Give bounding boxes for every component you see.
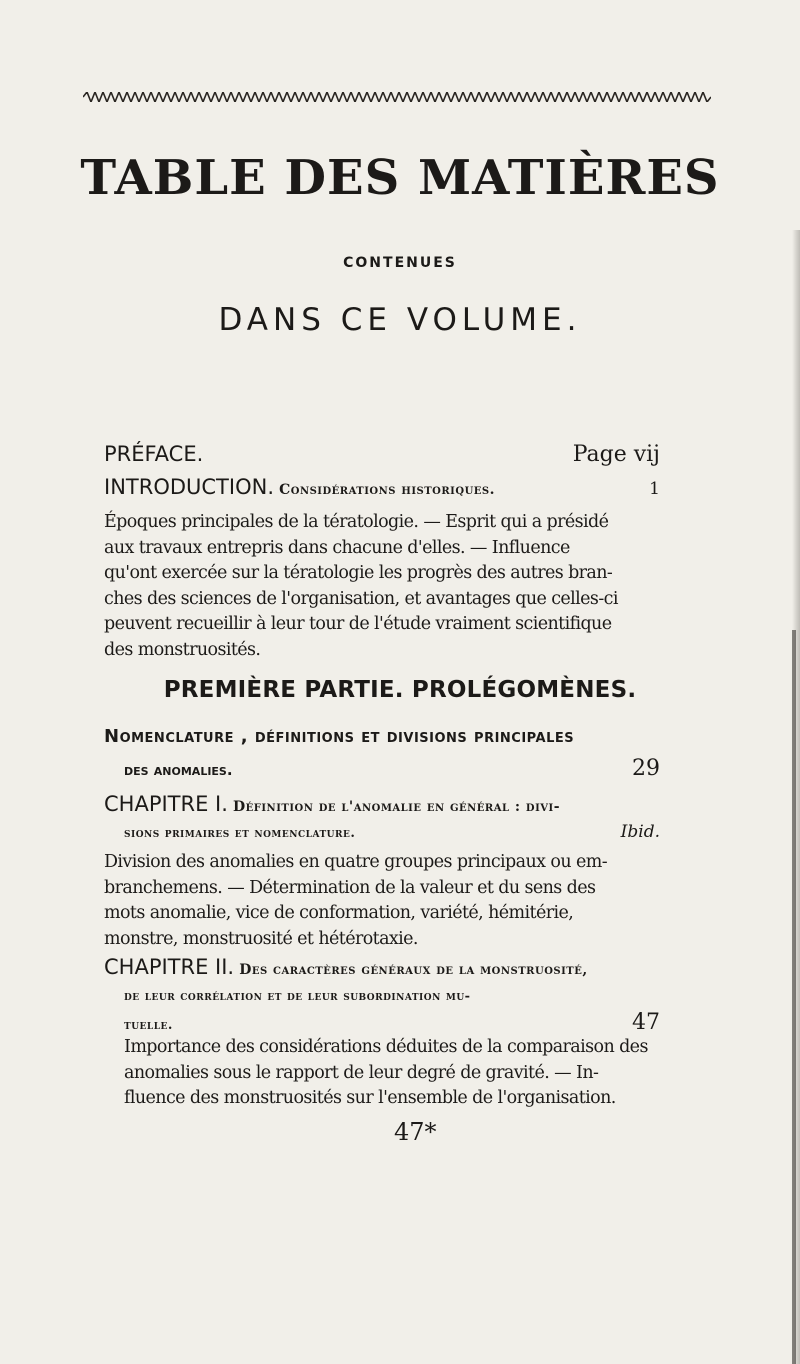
chapter2-page: 47 — [632, 1010, 660, 1035]
text-line: anomalies sous le rapport de leur degré de gravité. — In- — [124, 1062, 599, 1083]
text-line: aux travaux entrepris dans chacune d'elles. — Influence — [104, 537, 570, 558]
nomenclature-label: Nomenclature , définitions et divisions principales — [104, 726, 575, 747]
introduction-page: 1 — [649, 479, 660, 499]
nomenclature-label-cont: des anomalies. — [124, 761, 233, 779]
text-line: qu'ont exercée sur la tératologie les progrès des autres bran- — [104, 563, 613, 584]
part-one-heading: PREMIÈRE PARTIE. PROLÉGOMÈNES. — [163, 677, 637, 703]
text-line: des monstruosités. — [104, 639, 261, 660]
chapter1-entry — [104, 792, 664, 816]
chapter2-entry — [104, 955, 664, 979]
text-line: monstre, monstruosité et hétérotaxie. — [104, 928, 418, 949]
preface-label: PRÉFACE. — [104, 442, 204, 466]
text-line: Époques principales de la tératologie. — Esprit qui a présidé — [104, 512, 609, 532]
chapter2-label: CHAPITRE II. — [104, 955, 235, 979]
nomenclature-entry — [104, 726, 664, 747]
preface-entry — [104, 442, 660, 467]
decorative-border-ornament — [83, 92, 711, 102]
text-line: ches des sciences de l'organisation, et avantages que celles-ci — [104, 588, 618, 609]
preface-page: Page vij — [572, 442, 660, 467]
introduction-entry — [104, 475, 660, 499]
chapter1-title: Définition de l'anomalie en général : divi- — [233, 799, 561, 815]
chapter1-page: Ibid. — [620, 822, 660, 842]
chapter1-description — [104, 850, 656, 952]
nomenclature-page: 29 — [632, 756, 660, 781]
page-title: TABLE DES MATIÈRES — [80, 150, 720, 206]
footer-number: 47* — [394, 1118, 437, 1146]
text-line: fluence des monstruosités sur l'ensemble de l'organisation. — [124, 1088, 616, 1109]
chapter2-title-cont2: tuelle. — [124, 1018, 173, 1033]
page-edge-bar — [792, 630, 796, 1364]
chapter2-title: Des caractères généraux de la monstruosité, — [239, 962, 588, 978]
text-line: mots anomalie, vice de conformation, variété, hémitérie, — [104, 903, 574, 924]
text-line: peuvent recueillir à leur tour de l'étude vraiment scientifique — [104, 614, 612, 635]
chapter2-entry-line2 — [124, 985, 664, 1004]
text-line: Importance des considérations déduites de la comparaison des — [124, 1037, 648, 1057]
chapter1-title-cont: sions primaires et nomenclature. — [124, 826, 356, 841]
chapter2-title-cont: de leur corrélation et de leur subordination mu- — [124, 989, 471, 1004]
chapter1-entry-line2 — [104, 822, 660, 842]
subtitle-volume: DANS CE VOLUME. — [218, 302, 582, 338]
introduction-description — [104, 510, 656, 664]
introduction-label: INTRODUCTION. — [104, 475, 274, 499]
chapter2-description — [124, 1035, 656, 1112]
text-line: Division des anomalies en quatre groupes principaux ou em- — [104, 852, 608, 872]
text-line: branchemens. — Détermination de la valeur et du sens des — [104, 877, 596, 898]
chapter1-label: CHAPITRE I. — [104, 792, 228, 816]
chapter2-entry-line3 — [104, 1010, 660, 1035]
nomenclature-entry-line2 — [104, 756, 660, 781]
introduction-subtitle: Considérations historiques. — [279, 482, 496, 498]
subtitle: CONTENUES — [343, 255, 457, 271]
